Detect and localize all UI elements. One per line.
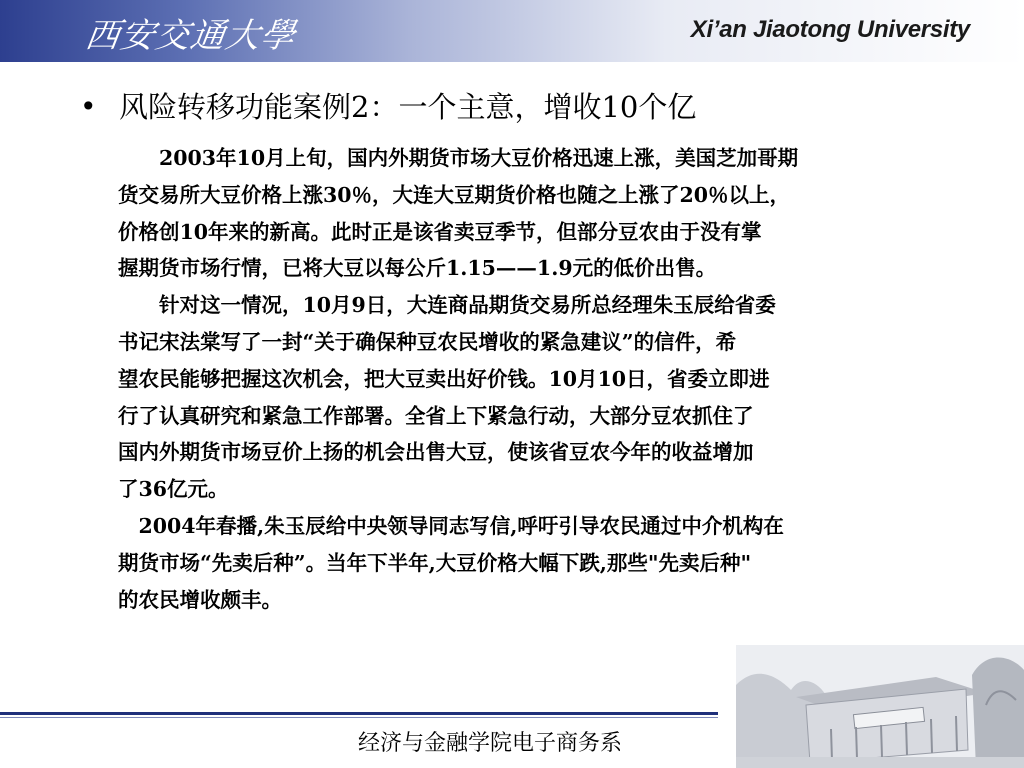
university-logo-cn: 西安交通大學 xyxy=(82,16,299,56)
body-line: 行了认真研究和紧急工作部署。全省上下紧急行动，大部分豆农抓住了 xyxy=(118,403,754,428)
body-line: 针对这一情况，10月9日，大连商品期货交易所总经理朱玉辰给省委 xyxy=(118,293,776,318)
body-line: 2004年春播,朱玉辰给中央领导同志写信,呼吁引导农民通过中介机构在 xyxy=(118,513,784,538)
body-line: 握期货市场行情，已将大豆以每公斤1.15——1.9元的低价出售。 xyxy=(118,256,717,281)
campus-image xyxy=(736,645,1024,768)
body-line: 书记宋法棠写了一封“关于确保种豆农民增收的紧急建议”的信件，希 xyxy=(118,329,737,354)
body-line: 货交易所大豆价格上涨30％，大连大豆期货价格也随之上涨了20％以上， xyxy=(118,182,791,207)
footer-divider xyxy=(0,712,718,715)
slide-body xyxy=(118,140,948,618)
footer-divider-thin xyxy=(0,717,718,718)
body-line: 价格创10年来的新高。此时正是该省卖豆季节，但部分豆农由于没有掌 xyxy=(118,219,762,244)
body-line: 国内外期货市场豆价上扬的机会出售大豆，使该省豆农今年的收益增加 xyxy=(118,440,754,465)
slide-title: 风险转移功能案例2：一个主意，增收10个亿 xyxy=(119,90,697,124)
footer-department: 经济与金融学院电子商务系 xyxy=(358,731,623,756)
body-line: 望农民能够把握这次机会，把大豆卖出好价钱。10月10日，省委立即进 xyxy=(118,366,770,391)
body-line: 2003年10月上旬，国内外期货市场大豆价格迅速上涨，美国芝加哥期 xyxy=(118,146,799,170)
university-name-en: Xi’an Jiaotong University xyxy=(690,16,970,43)
header-banner xyxy=(0,0,1024,62)
body-line: 了36亿元。 xyxy=(118,477,229,502)
body-line: 的农民增收颇丰。 xyxy=(118,587,282,612)
bullet-marker: • xyxy=(80,90,97,123)
body-line: 期货市场“先卖后种”。当年下半年,大豆价格大幅下跌,那些"先卖后种" xyxy=(118,550,752,575)
